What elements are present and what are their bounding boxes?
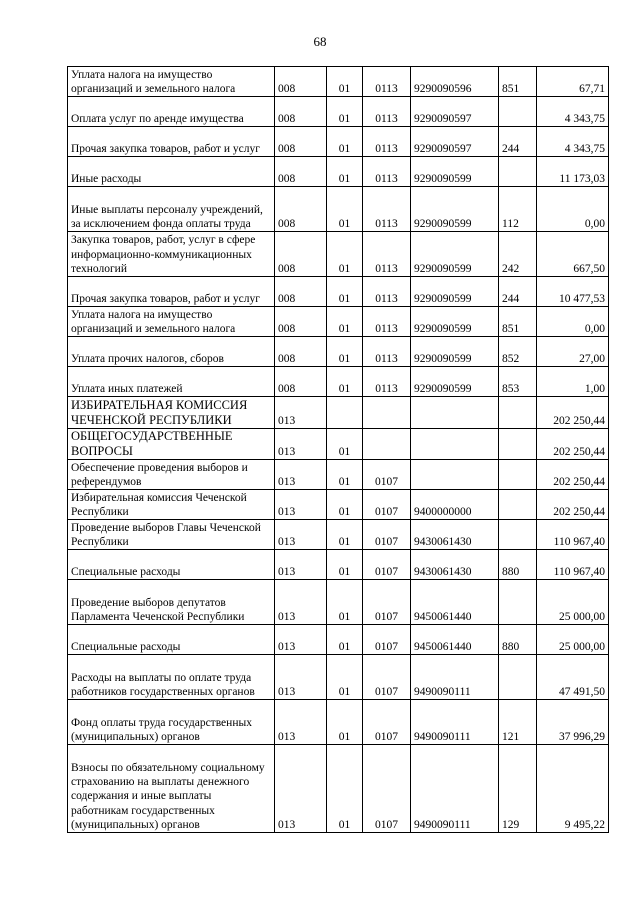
table-row	[68, 307, 609, 337]
row-ved: 013	[275, 550, 327, 580]
row-csr: 9490090111	[411, 655, 499, 700]
row-name: Уплата налога на имущество организаций и земельного налога	[68, 307, 275, 337]
row-pr: 0107	[363, 520, 411, 550]
row-name: Уплата налога на имущество организаций и земельного налога	[68, 67, 275, 97]
table-row	[68, 337, 609, 367]
row-pr: 0113	[363, 307, 411, 337]
row-csr: 9430061430	[411, 550, 499, 580]
row-ved: 008	[275, 337, 327, 367]
row-name: ИЗБИРАТЕЛЬНАЯ КОМИССИЯ ЧЕЧЕНСКОЙ РЕСПУБЛИКИ	[68, 397, 275, 429]
row-ved: 008	[275, 127, 327, 157]
row-csr: 9290090599	[411, 232, 499, 277]
row-vr	[499, 397, 537, 429]
row-name: Иные выплаты персоналу учреждений, за исключением фонда оплаты труда	[68, 187, 275, 232]
row-vr	[499, 157, 537, 187]
row-csr: 9290090599	[411, 337, 499, 367]
row-name: ОБЩЕГОСУДАРСТВЕННЫЕ ВОПРОСЫ	[68, 429, 275, 460]
row-csr: 9490090111	[411, 745, 499, 833]
row-sum: 27,00	[537, 337, 609, 367]
row-pr: 0113	[363, 67, 411, 97]
row-rz: 01	[327, 580, 363, 625]
row-rz: 01	[327, 277, 363, 307]
row-pr: 0107	[363, 745, 411, 833]
row-sum: 25 000,00	[537, 580, 609, 625]
row-sum: 11 173,03	[537, 157, 609, 187]
row-pr: 0113	[363, 187, 411, 232]
table-row	[68, 157, 609, 187]
row-sum: 10 477,53	[537, 277, 609, 307]
table-row	[68, 655, 609, 700]
row-vr: 851	[499, 67, 537, 97]
row-vr: 244	[499, 127, 537, 157]
row-sum: 110 967,40	[537, 520, 609, 550]
row-name: Обеспечение проведения выборов и референдумов	[68, 460, 275, 490]
row-sum: 667,50	[537, 232, 609, 277]
row-sum: 202 250,44	[537, 397, 609, 429]
row-ved: 013	[275, 745, 327, 833]
row-sum: 110 967,40	[537, 550, 609, 580]
row-vr: 242	[499, 232, 537, 277]
row-vr: 851	[499, 307, 537, 337]
row-name: Прочая закупка товаров, работ и услуг	[68, 277, 275, 307]
row-sum: 1,00	[537, 367, 609, 397]
row-vr: 112	[499, 187, 537, 232]
row-pr	[363, 429, 411, 460]
row-sum: 9 495,22	[537, 745, 609, 833]
row-rz: 01	[327, 745, 363, 833]
row-sum: 202 250,44	[537, 460, 609, 490]
row-rz: 01	[327, 700, 363, 745]
row-csr	[411, 429, 499, 460]
row-ved: 008	[275, 232, 327, 277]
row-rz: 01	[327, 655, 363, 700]
table-row	[68, 277, 609, 307]
page-number: 68	[313, 34, 327, 49]
row-ved: 013	[275, 580, 327, 625]
row-csr: 9490090111	[411, 700, 499, 745]
table-row	[68, 745, 609, 833]
row-ved: 008	[275, 277, 327, 307]
row-csr: 9430061430	[411, 520, 499, 550]
row-pr: 0113	[363, 277, 411, 307]
row-pr: 0113	[363, 232, 411, 277]
row-vr: 129	[499, 745, 537, 833]
row-vr	[499, 429, 537, 460]
row-pr: 0107	[363, 550, 411, 580]
row-ved: 013	[275, 625, 327, 655]
row-pr: 0113	[363, 97, 411, 127]
row-pr: 0113	[363, 127, 411, 157]
row-ved: 008	[275, 307, 327, 337]
row-sum: 4 343,75	[537, 97, 609, 127]
row-ved: 008	[275, 367, 327, 397]
table-row	[68, 625, 609, 655]
row-ved: 013	[275, 520, 327, 550]
row-csr: 9290090599	[411, 277, 499, 307]
row-csr: 9450061440	[411, 625, 499, 655]
row-rz: 01	[327, 550, 363, 580]
table-row	[68, 97, 609, 127]
table-row	[68, 67, 609, 97]
row-rz: 01	[327, 127, 363, 157]
row-pr: 0107	[363, 580, 411, 625]
row-name: Закупка товаров, работ, услуг в сфере информационно-коммуникационных технологий	[68, 232, 275, 277]
row-vr: 244	[499, 277, 537, 307]
row-ved: 008	[275, 67, 327, 97]
row-name: Прочая закупка товаров, работ и услуг	[68, 127, 275, 157]
row-csr	[411, 397, 499, 429]
row-vr: 880	[499, 550, 537, 580]
row-rz: 01	[327, 367, 363, 397]
budget-table	[67, 66, 609, 833]
row-sum: 37 996,29	[537, 700, 609, 745]
row-rz: 01	[327, 520, 363, 550]
table-row	[68, 232, 609, 277]
row-csr: 9400000000	[411, 490, 499, 520]
row-sum: 0,00	[537, 187, 609, 232]
row-vr	[499, 490, 537, 520]
row-rz: 01	[327, 97, 363, 127]
row-vr	[499, 97, 537, 127]
row-sum: 202 250,44	[537, 429, 609, 460]
row-csr: 9290090597	[411, 97, 499, 127]
table-row	[68, 520, 609, 550]
row-rz: 01	[327, 460, 363, 490]
row-pr: 0107	[363, 625, 411, 655]
row-ved: 013	[275, 429, 327, 460]
row-vr	[499, 520, 537, 550]
table-row	[68, 187, 609, 232]
row-vr	[499, 460, 537, 490]
row-name: Специальные расходы	[68, 625, 275, 655]
row-pr: 0107	[363, 490, 411, 520]
row-csr: 9450061440	[411, 580, 499, 625]
row-vr: 880	[499, 625, 537, 655]
row-ved: 013	[275, 460, 327, 490]
row-name: Расходы на выплаты по оплате труда работников государственных органов	[68, 655, 275, 700]
row-vr	[499, 580, 537, 625]
row-pr: 0107	[363, 460, 411, 490]
row-sum: 47 491,50	[537, 655, 609, 700]
row-pr: 0113	[363, 337, 411, 367]
row-name: Специальные расходы	[68, 550, 275, 580]
row-name: Иные расходы	[68, 157, 275, 187]
row-rz: 01	[327, 625, 363, 655]
row-vr: 852	[499, 337, 537, 367]
row-ved: 008	[275, 187, 327, 232]
row-rz	[327, 397, 363, 429]
row-name: Проведение выборов Главы Чеченской Республики	[68, 520, 275, 550]
table-row	[68, 700, 609, 745]
row-name: Избирательная комиссия Чеченской Республики	[68, 490, 275, 520]
row-rz: 01	[327, 157, 363, 187]
row-ved: 013	[275, 397, 327, 429]
row-rz: 01	[327, 67, 363, 97]
row-rz: 01	[327, 307, 363, 337]
row-pr: 0107	[363, 655, 411, 700]
row-sum: 67,71	[537, 67, 609, 97]
row-name: Уплата иных платежей	[68, 367, 275, 397]
row-csr: 9290090597	[411, 127, 499, 157]
row-rz: 01	[327, 187, 363, 232]
row-sum: 202 250,44	[537, 490, 609, 520]
row-name: Уплата прочих налогов, сборов	[68, 337, 275, 367]
row-csr: 9290090599	[411, 367, 499, 397]
row-rz: 01	[327, 337, 363, 367]
row-csr	[411, 460, 499, 490]
row-csr: 9290090599	[411, 307, 499, 337]
row-ved: 013	[275, 490, 327, 520]
table-row	[68, 580, 609, 625]
row-csr: 9290090596	[411, 67, 499, 97]
table-row	[68, 367, 609, 397]
row-sum: 25 000,00	[537, 625, 609, 655]
table-row	[68, 460, 609, 490]
row-vr: 121	[499, 700, 537, 745]
table-row	[68, 550, 609, 580]
table-row	[68, 429, 609, 460]
row-pr: 0113	[363, 367, 411, 397]
row-ved: 008	[275, 157, 327, 187]
row-ved: 008	[275, 97, 327, 127]
row-pr	[363, 397, 411, 429]
table-row	[68, 127, 609, 157]
row-csr: 9290090599	[411, 187, 499, 232]
row-csr: 9290090599	[411, 157, 499, 187]
row-vr: 853	[499, 367, 537, 397]
row-rz: 01	[327, 490, 363, 520]
table-row	[68, 397, 609, 429]
row-vr	[499, 655, 537, 700]
row-rz: 01	[327, 232, 363, 277]
row-pr: 0107	[363, 700, 411, 745]
row-name: Фонд оплаты труда государственных (муниципальных) органов	[68, 700, 275, 745]
row-name: Оплата услуг по аренде имущества	[68, 97, 275, 127]
row-sum: 0,00	[537, 307, 609, 337]
row-name: Взносы по обязательному социальному страхованию на выплаты денежного содержания и иные выплаты работникам государственных (муниципальных) органов	[68, 745, 275, 833]
row-rz: 01	[327, 429, 363, 460]
row-sum: 4 343,75	[537, 127, 609, 157]
row-pr: 0113	[363, 157, 411, 187]
table-row	[68, 490, 609, 520]
row-ved: 013	[275, 700, 327, 745]
row-ved: 013	[275, 655, 327, 700]
row-name: Проведение выборов депутатов Парламента Чеченской Республики	[68, 580, 275, 625]
